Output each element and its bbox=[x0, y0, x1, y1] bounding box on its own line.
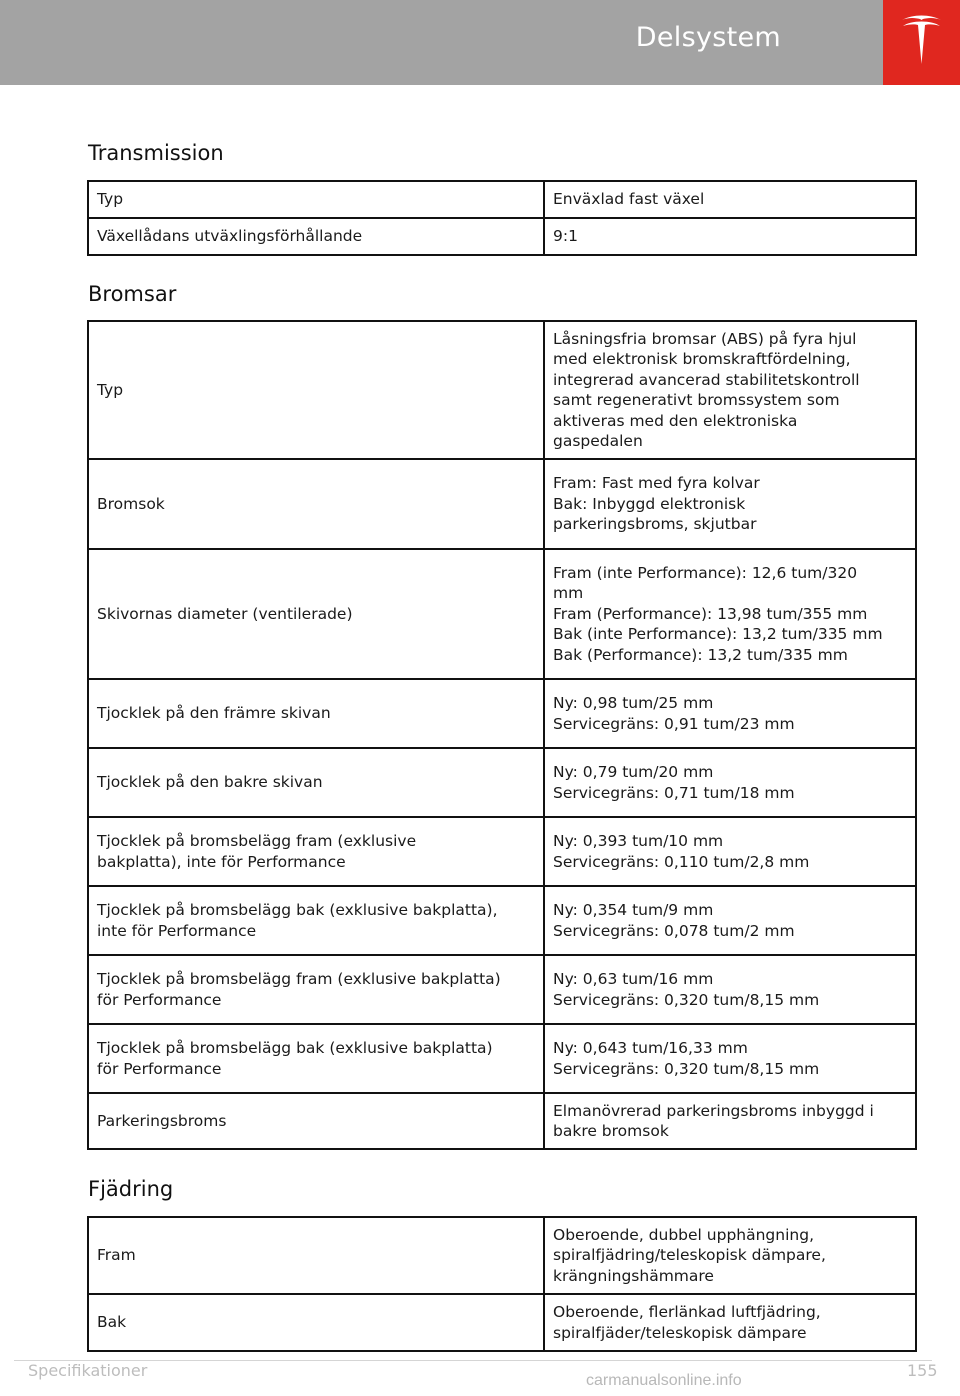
page-number: 155 bbox=[907, 1361, 938, 1380]
spec-label: Skivornas diameter (ventilerade) bbox=[88, 549, 544, 679]
footer-section-name: Specifikationer bbox=[28, 1361, 148, 1380]
spec-label: Tjocklek på bromsbelägg bak (exklusive bakplatta) för Performance bbox=[88, 1024, 544, 1093]
table-row bbox=[88, 817, 916, 886]
chapter-title: Delsystem bbox=[635, 22, 781, 53]
spec-value: Fram: Fast med fyra kolvar Bak: Inbyggd elektronisk parkeringsbroms, skjutbar bbox=[544, 459, 916, 549]
table-row bbox=[88, 748, 916, 817]
spec-value: Oberoende, dubbel upphängning, spiralfjädring/teleskopisk dämpare, krängningshämmare bbox=[544, 1217, 916, 1294]
brakes-table bbox=[87, 320, 917, 1150]
spec-label: Tjocklek på bromsbelägg fram (exklusive bakplatta), inte för Performance bbox=[88, 817, 544, 886]
spec-label: Typ bbox=[88, 321, 544, 459]
spec-label: Parkeringsbroms bbox=[88, 1093, 544, 1149]
spec-value: Ny: 0,643 tum/16,33 mm Servicegräns: 0,320 tum/8,15 mm bbox=[544, 1024, 916, 1093]
transmission-table bbox=[87, 180, 917, 256]
spec-label: Tjocklek på den bakre skivan bbox=[88, 748, 544, 817]
table-row bbox=[88, 1217, 916, 1294]
spec-label: Växellådans utväxlingsförhållande bbox=[88, 218, 544, 255]
table-row bbox=[88, 886, 916, 955]
spec-label: Bak bbox=[88, 1294, 544, 1351]
suspension-heading: Fjädring bbox=[88, 1177, 174, 1201]
brand-logo-box bbox=[883, 0, 960, 85]
table-row bbox=[88, 321, 916, 459]
spec-value: Ny: 0,354 tum/9 mm Servicegräns: 0,078 tum/2 mm bbox=[544, 886, 916, 955]
spec-label: Tjocklek på bromsbelägg fram (exklusive bakplatta) för Performance bbox=[88, 955, 544, 1024]
spec-value: Elmanövrerad parkeringsbroms inbyggd i bakre bromsok bbox=[544, 1093, 916, 1149]
table-row bbox=[88, 1093, 916, 1149]
watermark: carmanualsonline.info bbox=[586, 1372, 742, 1389]
spec-label: Bromsok bbox=[88, 459, 544, 549]
brakes-heading: Bromsar bbox=[88, 282, 177, 306]
spec-value: Ny: 0,393 tum/10 mm Servicegräns: 0,110 tum/2,8 mm bbox=[544, 817, 916, 886]
spec-value: Fram (inte Performance): 12,6 tum/320 mm Fram (Performance): 13,98 tum/355 mm Bak (inte Performance): 13,2 tum/335 mm Bak (Performance): 13,2 tum/335 mm bbox=[544, 549, 916, 679]
table-row bbox=[88, 549, 916, 679]
spec-label: Tjocklek på bromsbelägg bak (exklusive bakplatta), inte för Performance bbox=[88, 886, 544, 955]
table-row bbox=[88, 218, 916, 255]
transmission-heading: Transmission bbox=[88, 141, 224, 165]
spec-label: Tjocklek på den främre skivan bbox=[88, 679, 544, 748]
spec-value: Ny: 0,98 tum/25 mm Servicegräns: 0,91 tum/23 mm bbox=[544, 679, 916, 748]
suspension-table bbox=[87, 1216, 917, 1352]
spec-value: Låsningsfria bromsar (ABS) på fyra hjul med elektronisk bromskraftfördelning, integrerad avancerad stabilitetskontroll samt regenerativt bromssystem som aktiveras med den elektroniska gaspedalen bbox=[544, 321, 916, 459]
tesla-logo-icon bbox=[901, 14, 942, 66]
table-row bbox=[88, 1024, 916, 1093]
spec-label: Fram bbox=[88, 1217, 544, 1294]
spec-value: Oberoende, flerlänkad luftfjädring, spiralfjäder/teleskopisk dämpare bbox=[544, 1294, 916, 1351]
footer-divider bbox=[14, 1360, 932, 1361]
table-row bbox=[88, 1294, 916, 1351]
spec-value: 9:1 bbox=[544, 218, 916, 255]
table-row bbox=[88, 459, 916, 549]
header-bar bbox=[0, 0, 883, 85]
spec-value: Ny: 0,79 tum/20 mm Servicegräns: 0,71 tum/18 mm bbox=[544, 748, 916, 817]
spec-label: Typ bbox=[88, 181, 544, 218]
table-row bbox=[88, 955, 916, 1024]
spec-value: Enväxlad fast växel bbox=[544, 181, 916, 218]
table-row bbox=[88, 679, 916, 748]
spec-value: Ny: 0,63 tum/16 mm Servicegräns: 0,320 tum/8,15 mm bbox=[544, 955, 916, 1024]
table-row bbox=[88, 181, 916, 218]
